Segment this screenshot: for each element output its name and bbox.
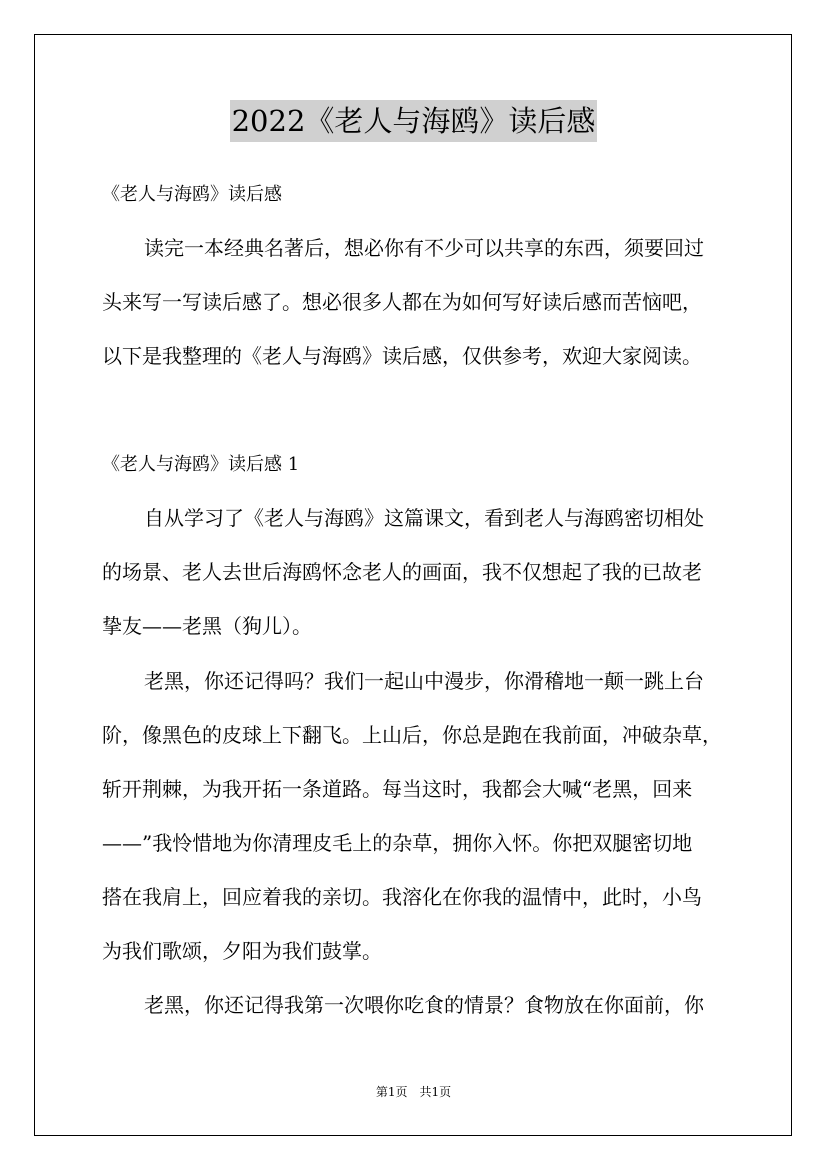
paragraph1-line-1: 自从学习了《老人与海鸥》这篇课文，看到老人与海鸥密切相处 [144,506,704,530]
subtitle-line: 《老人与海鸥》读后感 [102,184,282,205]
paragraph2-line-3: 斩开荆棘，为我开拓一条道路。每当这时，我都会大喊“老黑，回来 [102,777,693,801]
paragraph3-line-1: 老黑，你还记得我第一次喂你吃食的情景？食物放在你面前，你 [144,993,704,1017]
intro-line-2: 头来写一写读后感了。想必很多人都在为如何写好读后感而苦恼吧， [102,290,702,314]
title-container [0,100,827,142]
page-number-footer: 第1页 共1页 [375,1085,452,1099]
paragraph2-line-5: 搭在我肩上，回应着我的亲切。我溶化在你我的温情中，此时，小鸟 [102,885,702,909]
intro-line-1: 读完一本经典名著后，想必你有不少可以共享的东西，须要回过 [144,236,704,260]
paragraph2-line-2: 阶，像黑色的皮球上下翻飞。上山后，你总是跑在我前面，冲破杂草， [102,723,722,747]
paragraph2-line-6: 为我们歌颂，夕阳为我们鼓掌。 [102,939,382,963]
document-title: 2022《老人与海鸥》读后感 [230,100,598,142]
paragraph1-line-3: 挚友——老黑（狗儿）。 [102,614,312,638]
paragraph2-line-4: ——”我怜惜地为你清理皮毛上的杂草，拥你入怀。你把双腿密切地 [102,831,693,855]
paragraph2-line-1: 老黑，你还记得吗？我们一起山中漫步，你滑稽地一颠一跳上台 [144,669,704,693]
intro-line-3: 以下是我整理的《老人与海鸥》读后感，仅供参考，欢迎大家阅读。 [102,344,702,368]
paragraph1-line-2: 的场景、老人去世后海鸥怀念老人的画面，我不仅想起了我的已故老 [102,560,702,584]
section-heading: 《老人与海鸥》读后感 1 [102,454,300,475]
